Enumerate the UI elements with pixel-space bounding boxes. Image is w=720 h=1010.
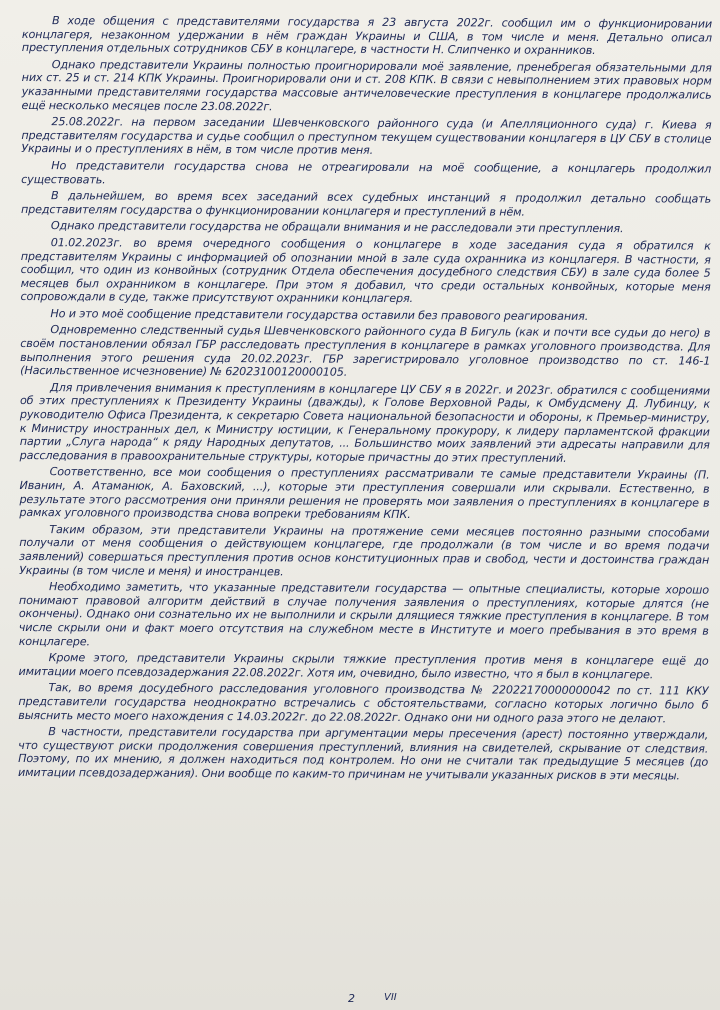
paragraph-4: Но представители государства снова не отреагировали на моё сообщение, а концлагерь продолжил существовать. bbox=[21, 159, 712, 186]
page-number: 2 bbox=[348, 992, 355, 1005]
paragraph-6: Однако представители государства не обращали внимания и не расследовали эти преступления. bbox=[50, 219, 624, 236]
paragraph-12: Таким образом, эти представители Украины на протяжение семи месяцев постоянно разными способами получали от меня сообщения о действующем концлагере, где продолжали (в том числе и во время подачи заявлений) совершаться преступления против основ конституционных прав и свобод, чести и достоинства граждан Украины (в том числе и меня) и иностранцев. bbox=[19, 522, 710, 578]
paragraph-9: Одновременно следственный судья Шевченковского районного суда В Бигуль (как и почти все судьи до него) в своём постановлении обязал ГБР расследовать преступления в концлагере в рамках уголовного производства. Для выполнения этого решения суда 20.02.2023г. ГБР зарегистрировало уголовное производство по ст. 146-1 (Насильственное исчезновение) № 62023100120000105. bbox=[20, 323, 711, 379]
paragraph-2: Однако представители Украины полностью проигнорировали моё заявление, пренебрегая обязательными для них ст. 25 и ст. 214 КПК Украины. Проигнорировали они и ст. 208 КПК. В связи с невыполнением этих правовых норм указанными представителями государства массовые античеловеческие преступления в концлагере продолжались ещё несколько месяцев после 23.08.2022г. bbox=[21, 57, 712, 113]
paragraph-15: Так, во время досудебного расследования уголовного производства № 22022170000000042 по ст. 111 ККУ представители государства неоднократно встречались с обстоятельствами, согласно которых логично было б выяснить место моего нахождения с 14.03.2022г. до 22.08.2022г. Однако они ни одного раза этого не делают. bbox=[18, 681, 709, 725]
paragraph-8: Но и это моё сообщение представители государства оставили без правового реагирования. bbox=[50, 307, 589, 323]
page-roman-numeral: VII bbox=[384, 992, 397, 1003]
paragraph-1: В ходе общения с представителями государства я 23 августа 2022г. сообщил им о функционировании концлагеря, незаконном удержании в нём граждан Украины и США, в том числе и меня. Детально описал преступления отдельных сотрудников СБУ в концлагере, в частности Н. Слипченко и охранников. bbox=[21, 14, 712, 58]
paragraph-16: В частности, представители государства при аргументации меры пресечения (арест) постоянно утверждали, что существуют риски продолжения совершения преступлений, влияния на свидетелей, скрывание от следствия. Поэтому, по их мнению, я должен находиться под контролем. Но они не считали так предыдущие 5 месяцев (до имитации псевдозадержания). Они вообще по каким-то причинам не учитывали указанных рисков в эти месяцы. bbox=[17, 725, 709, 783]
paragraph-10: Для привлечения внимания к преступлениям в концлагере ЦУ СБУ я в 2022г. и 2023г. обратился с сообщениями об этих преступлениях к Президенту Украины (дважды), к Голове Верховной Рады, к Омбудсмену Д. Лубинцу, к руководителю Офиса Президента, к секретарю Совета национальной безопасности и обороны, к Премьер-министру, к Министру иностранных дел, к Министру юстиции, к Генеральному прокурору, к лидеру парламентской фракции партии „Слуга народа“ к ряду Народных депутатов, ... Большинство моих заявлений эти адресаты направили для расследования в правоохранительные структуры, которые причастны до этих преступлений. bbox=[19, 380, 711, 465]
paragraph-7: 01.02.2023г. во время очередного сообщения о концлагере в ходе заседания суда я обратился к представителям Украины с информацией об опознании мной в зале суда охранника из концлагеря. В частности, я сообщил, что один из конвойных (сотрудник Отдела обеспечения досудебного следствия СБУ) в зале суда более 5 месяцев был охранником в концлагере. При этом я добавил, что среди остальных конвойных, которые меня сопровождали в суде, также присутствуют охранники концлагеря. bbox=[20, 236, 711, 306]
paragraph-13: Необходимо заметить, что указанные представители государства — опытные специалисты, которые хорошо понимают правовой алгоритм действий в случае получения заявления о преступлениях, которые длятся (не окончены). Однако они сознательно их не выполнили и скрыли длящиеся тяжкие преступления в концлагере. В том числе скрыли они и факт моего отсутствия на служебном месте в Институте и моего пребывания в это время в концлагере. bbox=[18, 580, 710, 648]
paragraph-11: Соответственно, все мои сообщения о преступлениях рассматривали те самые представители Украины (П. Иванин, А. Атаманюк, А. Баховский, ...), которые эти преступления совершали или скрывали. Естественно, в результате этого рассмотрения они приняли решения не проверять мои заявления о преступлениях в концлагере в рамках уголовного производства снова вопреки требованиям КПК. bbox=[19, 465, 710, 522]
document-body bbox=[18, 14, 712, 786]
page-footer bbox=[0, 990, 720, 1010]
paragraph-5: В дальнейшем, во время всех заседаний всех судебных инстанций я продолжил детально сообщать представителям государства о функционировании концлагеря и преступлений в нём. bbox=[20, 189, 712, 219]
paragraph-14: Кроме этого, представители Украины скрыли тяжкие преступления против меня в концлагере ещё до имитации моего псевдозадержания 22.08.2022г. Хотя им, очевидно, было известно, что я был в концлагере. bbox=[18, 651, 709, 682]
paragraph-3: 25.08.2022г. на первом заседании Шевченковского районного суда (и Апелляционного суда) г. Киева я представителям государства и судье сообщил о преступном текущем существовании концлагеря в ЦУ СБУ в столице Украины и о преступлениях в нём, в том числе против меня. bbox=[21, 115, 712, 158]
